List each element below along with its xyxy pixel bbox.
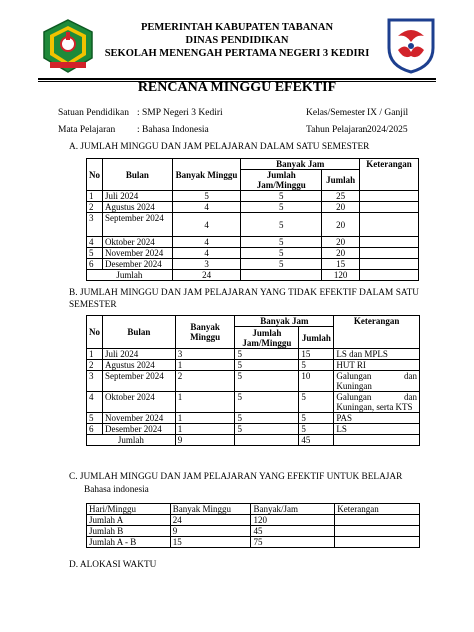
cell-jam-minggu: 5	[235, 424, 299, 435]
cell-bulan: November 2024	[103, 413, 176, 424]
info-tahun-label: Tahun Pelajaran	[306, 125, 368, 135]
cell-minggu: 1	[175, 413, 235, 424]
table-row	[87, 259, 419, 270]
cell-ket	[360, 248, 419, 259]
cell-jumlah: 20	[322, 213, 360, 237]
cell-jumlah: 25	[322, 191, 360, 202]
cell-minggu: 1	[175, 392, 235, 413]
page-title: RENCANA MINGGU EFEKTIF	[137, 80, 337, 95]
cell-ket: Galungan dan Kuningan	[334, 371, 420, 392]
cell-ket: LS	[334, 424, 420, 435]
cell-bulan: Desember 2024	[103, 259, 173, 270]
cell-ket	[360, 191, 419, 202]
table-a-header-no: No	[87, 159, 103, 191]
header-school: SEKOLAH MENENGAH PERTAMA NEGERI 3 KEDIRI	[104, 48, 370, 59]
table-row	[87, 515, 420, 526]
cell-jam: 75	[251, 537, 335, 548]
section-b-heading-text: B. JUMLAH MINGGU DAN JAM PELAJARAN YANG TIDAK EFEKTIF DALAM SATU SEMESTER	[69, 288, 419, 310]
cell-no: 2	[87, 360, 103, 371]
cell-minggu: 4	[172, 213, 241, 237]
cell-jam-minggu: 5	[241, 213, 322, 237]
info-satuan-label: Satuan Pendidikan	[58, 108, 129, 118]
table-row	[87, 537, 420, 548]
table-a-header-bulan: Bulan	[103, 159, 173, 191]
cell-bulan: Agustus 2024	[103, 360, 176, 371]
cell-no: 1	[87, 191, 103, 202]
cell-jam-minggu: 5	[241, 248, 322, 259]
table-a-header-jam-minggu: Jumlah Jam/Minggu	[241, 170, 322, 191]
cell-total-jumlah: 45	[299, 435, 334, 446]
table-b-header-minggu: Banyak Minggu	[175, 316, 235, 349]
info-satuan-value: : SMP Negeri 3 Kediri	[137, 108, 223, 118]
cell-bulan: Oktober 2024	[103, 392, 176, 413]
cell-bulan: Desember 2024	[103, 424, 176, 435]
cell-no: 5	[87, 248, 103, 259]
section-d-heading: D. ALOKASI WAKTU	[69, 560, 157, 570]
cell-ket: HUT RI	[334, 360, 420, 371]
table-c	[86, 503, 420, 548]
info-kelas-value: : IX / Ganjil	[362, 108, 409, 118]
section-b-heading	[69, 287, 419, 311]
table-a	[86, 158, 419, 281]
table-row	[87, 213, 419, 237]
cell-ket	[360, 202, 419, 213]
info-mapel-value: : Bahasa Indonesia	[137, 125, 209, 135]
cell-minggu: 1	[175, 360, 235, 371]
table-a-header-jumlah: Jumlah	[322, 170, 360, 191]
table-b-header-ket: Keterangan	[334, 316, 420, 349]
table-b-header-jumlah: Jumlah	[299, 327, 334, 349]
cell-jumlah: 5	[299, 424, 334, 435]
table-row	[87, 237, 419, 248]
cell-bulan: Oktober 2024	[103, 237, 173, 248]
cell-jumlah: 20	[322, 248, 360, 259]
cell-total-label: Jumlah	[87, 270, 173, 281]
table-b-header-bulan: Bulan	[103, 316, 176, 349]
cell-no: 6	[87, 424, 103, 435]
cell-jumlah: 5	[299, 360, 334, 371]
cell-minggu: 4	[172, 237, 241, 248]
section-c-heading: C. JUMLAH MINGGU DAN JAM PELAJARAN YANG EFEKTIF UNTUK BELAJAR	[69, 472, 403, 482]
cell-hari: Jumlah A - B	[87, 537, 171, 548]
cell-jam-minggu: 5	[241, 237, 322, 248]
cell-ket	[360, 237, 419, 248]
cell-total-minggu: 24	[172, 270, 241, 281]
table-row	[87, 360, 420, 371]
cell-minggu: 3	[172, 259, 241, 270]
table-a-header-ket: Keterangan	[360, 159, 419, 191]
table-row	[87, 349, 420, 360]
cell-no: 3	[87, 371, 103, 392]
table-total-row	[87, 270, 419, 281]
cell-ket	[335, 515, 420, 526]
cell-no: 5	[87, 413, 103, 424]
cell-no: 3	[87, 213, 103, 237]
table-row	[87, 191, 419, 202]
table-c-header-ket: Keterangan	[335, 504, 420, 515]
cell-bulan: September 2024	[103, 213, 173, 237]
cell-ket	[360, 259, 419, 270]
section-a-heading: A. JUMLAH MINGGU DAN JAM PELAJARAN DALAM SATU SEMESTER	[69, 142, 370, 152]
cell-minggu: 3	[175, 349, 235, 360]
cell-jumlah: 15	[299, 349, 334, 360]
cell-minggu: 4	[172, 248, 241, 259]
cell-no: 4	[87, 237, 103, 248]
table-row	[87, 202, 419, 213]
table-b	[86, 315, 420, 446]
info-mapel-label: Mata Pelajaran	[58, 125, 116, 135]
cell-jam-minggu: 5	[241, 191, 322, 202]
cell-minggu: 2	[175, 371, 235, 392]
table-b-header-no: No	[87, 316, 103, 349]
cell-no: 4	[87, 392, 103, 413]
cell-bulan: Agustus 2024	[103, 202, 173, 213]
cell-jam-minggu: 5	[235, 413, 299, 424]
table-a-header-jam: Banyak Jam	[241, 159, 360, 170]
cell-minggu: 4	[172, 202, 241, 213]
cell-total-minggu: 9	[175, 435, 235, 446]
cell-total-label: Jumlah	[87, 435, 176, 446]
cell-ket	[360, 213, 419, 237]
cell-jam-minggu: 5	[235, 371, 299, 392]
table-row	[87, 248, 419, 259]
cell-jam-minggu: 5	[235, 349, 299, 360]
table-row	[87, 526, 420, 537]
cell-minggu: 15	[170, 537, 251, 548]
cell-no: 6	[87, 259, 103, 270]
cell-bulan: September 2024	[103, 371, 176, 392]
cell-minggu: 1	[175, 424, 235, 435]
cell-ket	[335, 537, 420, 548]
cell-minggu: 24	[170, 515, 251, 526]
cell-minggu: 9	[170, 526, 251, 537]
table-b-header-jam-minggu: Jumlah Jam/Minggu	[235, 327, 299, 349]
info-kelas-label: Kelas/Semester	[306, 108, 366, 118]
cell-jumlah: 20	[322, 202, 360, 213]
cell-jam-minggu: 5	[235, 392, 299, 413]
cell-hari: Jumlah B	[87, 526, 171, 537]
table-c-header-hari: Hari/Minggu	[87, 504, 171, 515]
table-row	[87, 371, 420, 392]
cell-jumlah: 5	[299, 392, 334, 413]
cell-jumlah: 20	[322, 237, 360, 248]
cell-bulan: November 2024	[103, 248, 173, 259]
cell-bulan: Juli 2024	[103, 191, 173, 202]
section-c-subheading: Bahasa indonesia	[84, 485, 149, 495]
cell-jumlah: 10	[299, 371, 334, 392]
header-dept: DINAS PENDIDIKAN	[185, 35, 289, 46]
cell-jumlah: 5	[299, 413, 334, 424]
cell-jam: 120	[251, 515, 335, 526]
table-c-header-jam: Banyak/Jam	[251, 504, 335, 515]
cell-ket: Galungan dan Kuningan, serta KTS	[334, 392, 420, 413]
cell-jam-minggu: 5	[241, 259, 322, 270]
cell-jam-minggu: 5	[235, 360, 299, 371]
table-c-header-minggu: Banyak Minggu	[170, 504, 251, 515]
cell-hari: Jumlah A	[87, 515, 171, 526]
cell-total-jumlah: 120	[322, 270, 360, 281]
cell-jam-minggu: 5	[241, 202, 322, 213]
header-gov: PEMERINTAH KABUPATEN TABANAN	[140, 22, 334, 33]
cell-ket	[335, 526, 420, 537]
cell-minggu: 5	[172, 191, 241, 202]
table-b-header-jam: Banyak Jam	[235, 316, 334, 327]
cell-no: 2	[87, 202, 103, 213]
info-tahun-value: : 2024/2025	[362, 125, 408, 135]
cell-bulan: Juli 2024	[103, 349, 176, 360]
cell-no: 1	[87, 349, 103, 360]
table-row	[87, 392, 420, 413]
table-total-row	[87, 435, 420, 446]
table-row	[87, 413, 420, 424]
cell-jumlah: 15	[322, 259, 360, 270]
table-a-header-minggu: Banyak Minggu	[172, 159, 241, 191]
cell-ket: PAS	[334, 413, 420, 424]
cell-ket: LS dan MPLS	[334, 349, 420, 360]
table-row	[87, 424, 420, 435]
cell-jam: 45	[251, 526, 335, 537]
